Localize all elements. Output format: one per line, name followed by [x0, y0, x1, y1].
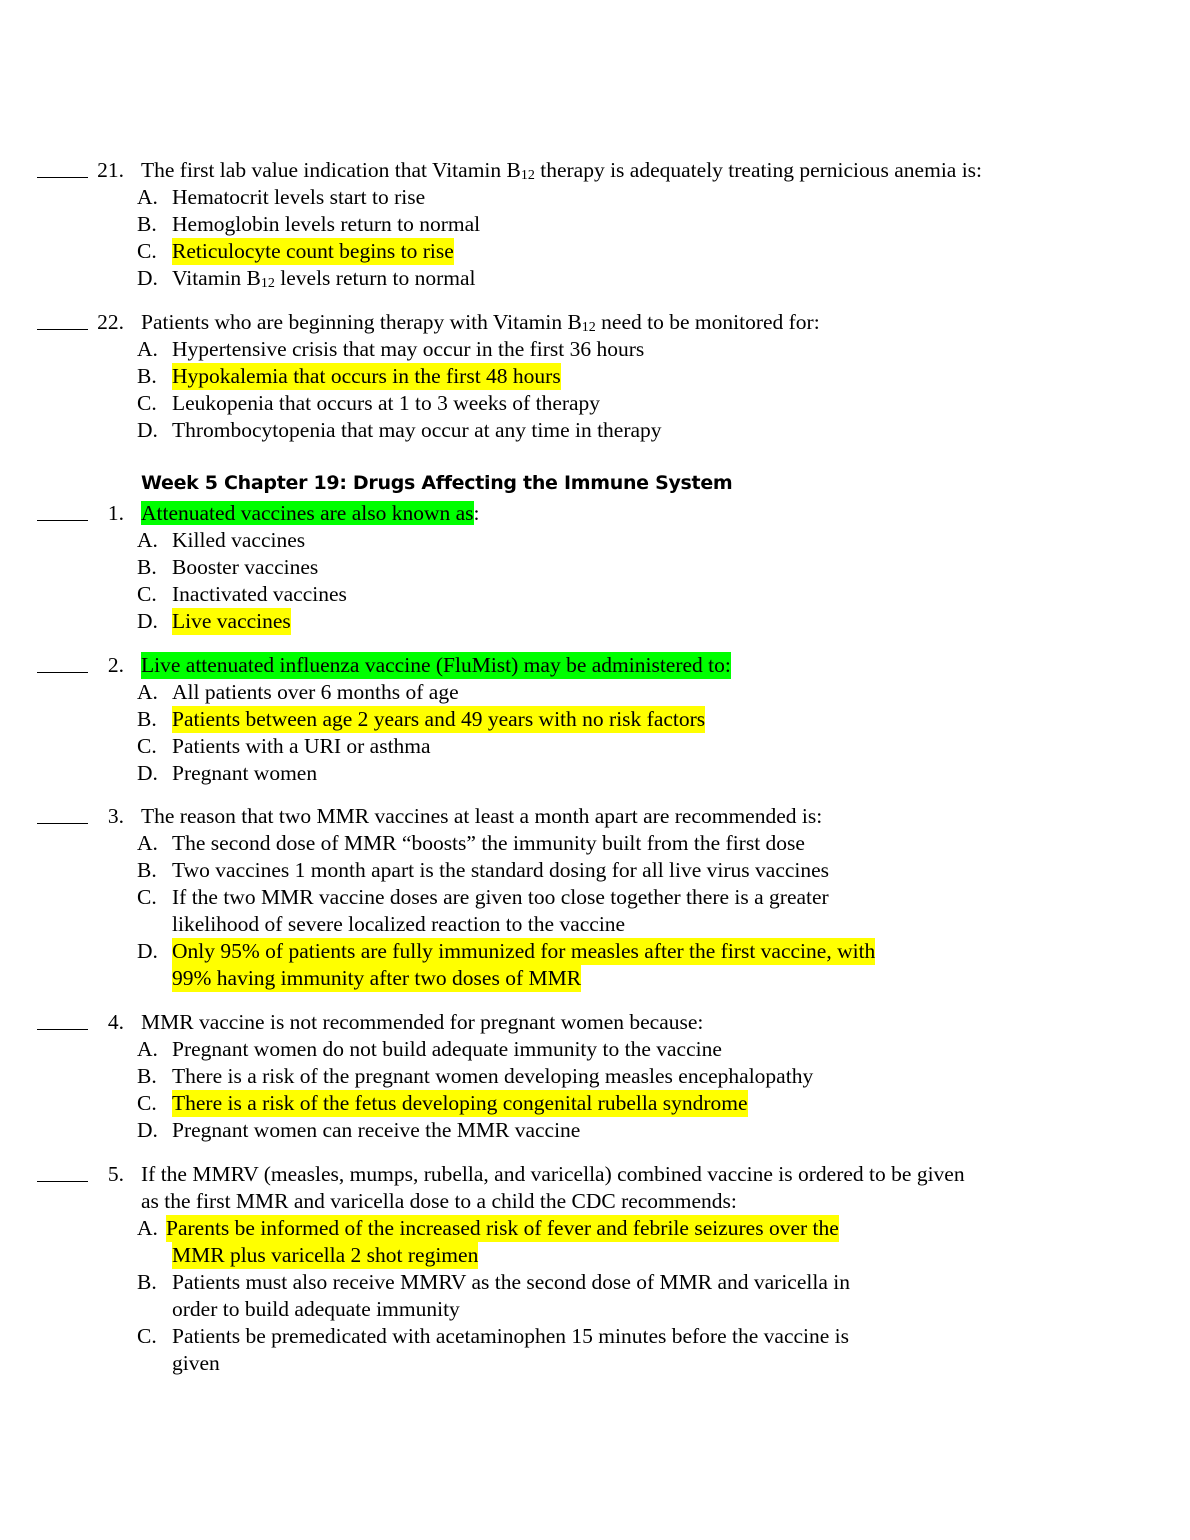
- option-letter: C.: [137, 734, 157, 758]
- question-number: 5.: [107, 1162, 124, 1186]
- option-letter: C.: [137, 239, 157, 263]
- option-b-line2: order to build adequate immunity: [172, 1297, 460, 1321]
- option-letter: B.: [137, 212, 157, 236]
- option-a: Killed vaccines: [172, 528, 306, 552]
- option-a: The second dose of MMR “boosts” the immunity built from the first dose: [172, 831, 805, 855]
- option-letter: A.: [137, 528, 158, 552]
- option-letter: A.: [137, 185, 158, 209]
- option-letter: C.: [137, 582, 157, 606]
- option-c-line1: Patients be premedicated with acetaminophen 15 minutes before the vaccine is: [172, 1324, 850, 1348]
- question-stem: MMR vaccine is not recommended for pregnant women because:: [141, 1010, 704, 1034]
- option-letter: A.: [137, 337, 158, 361]
- option-c-highlighted: Reticulocyte count begins to rise: [172, 239, 454, 263]
- option-a: All patients over 6 months of age: [172, 680, 459, 704]
- option-letter: A.: [137, 1216, 158, 1240]
- option-d: Pregnant women: [172, 761, 318, 785]
- question-stem: Attenuated vaccines are also known as:: [141, 501, 480, 525]
- question-number: 3.: [107, 804, 124, 828]
- option-letter: C.: [137, 885, 157, 909]
- option-a: Hypertensive crisis that may occur in the first 36 hours: [172, 337, 645, 361]
- option-letter: D.: [137, 418, 158, 442]
- option-d-highlighted: Live vaccines: [172, 609, 291, 633]
- option-letter: A.: [137, 1037, 158, 1061]
- option-letter: B.: [137, 555, 157, 579]
- option-b-highlighted: Patients between age 2 years and 49 years with no risk factors: [172, 707, 706, 731]
- answer-blank[interactable]: [37, 309, 88, 330]
- answer-blank[interactable]: [37, 1009, 88, 1030]
- option-letter: D.: [137, 609, 158, 633]
- option-letter: A.: [137, 831, 158, 855]
- option-letter: D.: [137, 1118, 158, 1142]
- option-b-line1: Patients must also receive MMRV as the second dose of MMR and varicella in: [172, 1270, 850, 1294]
- option-d-highlighted-line2: 99% having immunity after two doses of MMR: [172, 966, 582, 990]
- option-letter: D.: [137, 266, 158, 290]
- option-b: Hemoglobin levels return to normal: [172, 212, 481, 236]
- question-stem-line1: If the MMRV (measles, mumps, rubella, and varicella) combined vaccine is ordered to be given: [141, 1162, 965, 1186]
- option-b: Two vaccines 1 month apart is the standard dosing for all live virus vaccines: [172, 858, 830, 882]
- option-letter: C.: [137, 1324, 157, 1348]
- option-d: Thrombocytopenia that may occur at any time in therapy: [172, 418, 662, 442]
- option-c: Patients with a URI or asthma: [172, 734, 431, 758]
- question-stem-line2: as the first MMR and varicella dose to a child the CDC recommends:: [141, 1189, 737, 1213]
- option-d: Vitamin $B_{12}$ levels return to normal: [172, 266, 476, 291]
- question-number: 1.: [107, 501, 124, 525]
- option-c-line2: given: [172, 1351, 220, 1375]
- question-stem: The reason that two MMR vaccines at least a month apart are recommended is:: [141, 804, 823, 828]
- option-letter: B.: [137, 364, 157, 388]
- option-letter: C.: [137, 1091, 157, 1115]
- option-letter: B.: [137, 1270, 157, 1294]
- answer-blank[interactable]: [37, 652, 88, 673]
- option-d-highlighted-line1: Only 95% of patients are fully immunized for measles after the first vaccine, with: [172, 939, 876, 963]
- option-c: Leukopenia that occurs at 1 to 3 weeks of therapy: [172, 391, 601, 415]
- option-letter: B.: [137, 858, 157, 882]
- answer-blank[interactable]: [37, 500, 88, 521]
- question-number: 2.: [107, 653, 124, 677]
- answer-blank[interactable]: [37, 157, 88, 178]
- option-b: There is a risk of the pregnant women developing measles encephalopathy: [172, 1064, 814, 1088]
- option-a-highlighted-line1: Parents be informed of the increased risk of fever and febrile seizures over the: [166, 1216, 839, 1240]
- question-stem-highlighted: Live attenuated influenza vaccine (FluMist) may be administered to:: [141, 653, 731, 677]
- option-a-highlighted-line2: MMR plus varicella 2 shot regimen: [172, 1243, 479, 1267]
- option-letter: C.: [137, 391, 157, 415]
- option-a: Hematocrit levels start to rise: [172, 185, 426, 209]
- option-c: Inactivated vaccines: [172, 582, 347, 606]
- option-letter: A.: [137, 680, 158, 704]
- option-d: Pregnant women can receive the MMR vaccine: [172, 1118, 581, 1142]
- option-letter: D.: [137, 761, 158, 785]
- option-c-line2: likelihood of severe localized reaction to the vaccine: [172, 912, 626, 936]
- option-letter: B.: [137, 1064, 157, 1088]
- option-b: Booster vaccines: [172, 555, 319, 579]
- question-number: 4.: [107, 1010, 124, 1034]
- question-stem: Patients who are beginning therapy with Vitamin $B_{12}$ need to be monitored for:: [141, 310, 820, 335]
- question-stem: The first lab value indication that Vitamin $B_{12}$ therapy is adequately treating pernicious anemia is:: [141, 158, 983, 183]
- option-c-line1: If the two MMR vaccine doses are given too close together there is a greater: [172, 885, 829, 909]
- question-number: 22.: [97, 310, 124, 334]
- option-c-highlighted: There is a risk of the fetus developing congenital rubella syndrome: [172, 1091, 748, 1115]
- option-letter: D.: [137, 939, 158, 963]
- answer-blank[interactable]: [37, 803, 88, 824]
- option-letter: B.: [137, 707, 157, 731]
- question-number: 21.: [97, 158, 124, 182]
- option-a: Pregnant women do not build adequate immunity to the vaccine: [172, 1037, 722, 1061]
- answer-blank[interactable]: [37, 1161, 88, 1182]
- option-b-highlighted: Hypokalemia that occurs in the first 48 hours: [172, 364, 561, 388]
- section-heading: Week 5 Chapter 19: Drugs Affecting the Immune System: [141, 472, 733, 494]
